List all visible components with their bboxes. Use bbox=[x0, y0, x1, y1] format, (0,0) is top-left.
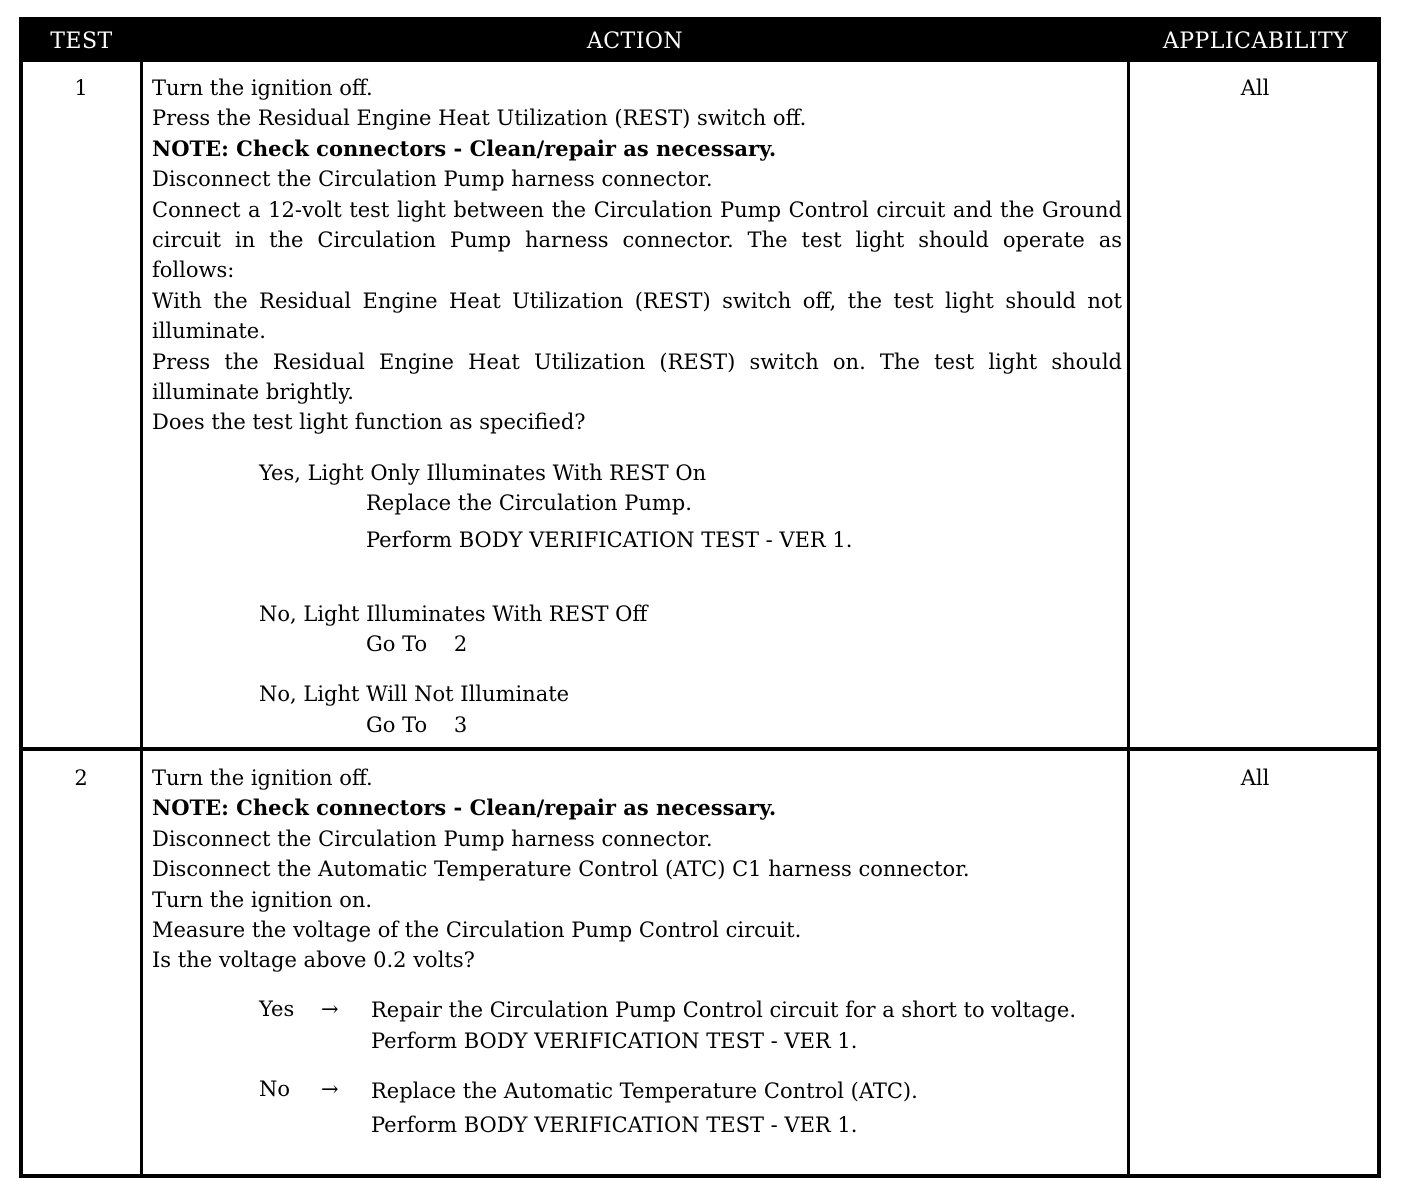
step-line: Turn the ignition off. bbox=[152, 76, 373, 100]
header-test: TEST bbox=[50, 29, 113, 54]
question-line: Does the test light function as specified? bbox=[152, 410, 586, 435]
step-line: Turn the ignition on. bbox=[152, 887, 373, 912]
step-line: Connect a 12-volt test light between the Circulation Pump Control circuit and the Ground circuit in the Circulation Pump harness connector. The test light should operate as follows: bbox=[152, 197, 1122, 283]
answer-step: Replace the Automatic Temperature Control (ATC). bbox=[371, 1079, 918, 1103]
step-line: Disconnect the Automatic Temperature Control (ATC) C1 harness connector. bbox=[152, 857, 970, 882]
diagnostic-table bbox=[19, 17, 1381, 1178]
header-action: ACTION bbox=[586, 29, 684, 54]
step-line: Turn the ignition off. bbox=[152, 766, 373, 790]
column-divider bbox=[1127, 62, 1130, 1178]
option-step: Perform BODY VERIFICATION TEST - VER 1. bbox=[366, 528, 853, 552]
arrow-right-icon: → bbox=[321, 1077, 339, 1101]
answer-step: Perform BODY VERIFICATION TEST - VER 1. bbox=[371, 1113, 858, 1137]
arrow-right-icon: → bbox=[321, 997, 339, 1021]
action-steps bbox=[152, 73, 1122, 438]
option-label: Yes, Light Only Illuminates With REST On bbox=[259, 461, 707, 485]
question-line: Is the voltage above 0.2 volts? bbox=[152, 948, 475, 973]
column-divider bbox=[140, 62, 143, 1178]
step-line: Press the Residual Engine Heat Utilization (REST) switch on. The test light should illuminate brightly. bbox=[152, 349, 1122, 405]
step-line: Disconnect the Circulation Pump harness connector. bbox=[152, 826, 713, 851]
header-applicability: APPLICABILITY bbox=[1162, 29, 1349, 54]
action-steps bbox=[152, 763, 1122, 976]
goto-link[interactable]: Go To 3 bbox=[366, 713, 468, 737]
table-header bbox=[23, 21, 1377, 62]
goto-link[interactable]: Go To 2 bbox=[366, 632, 468, 656]
answer-yes: Yes bbox=[259, 997, 295, 1021]
answer-no: No bbox=[259, 1077, 291, 1101]
row-divider bbox=[23, 747, 1377, 751]
test-number: 1 bbox=[74, 76, 88, 100]
applicability-cell: All bbox=[1240, 76, 1270, 100]
option-label: No, Light Will Not Illuminate bbox=[259, 682, 570, 706]
note-line: NOTE: Check connectors - Clean/repair as necessary. bbox=[152, 135, 777, 161]
applicability-cell: All bbox=[1240, 766, 1270, 790]
step-line: With the Residual Engine Heat Utilization (REST) switch off, the test light should not illuminate. bbox=[152, 288, 1122, 344]
step-line: Disconnect the Circulation Pump harness connector. bbox=[152, 167, 713, 192]
answer-step: Repair the Circulation Pump Control circuit for a short to voltage. bbox=[371, 998, 1077, 1022]
answer-step: Perform BODY VERIFICATION TEST - VER 1. bbox=[371, 1029, 858, 1053]
option-label: No, Light Illuminates With REST Off bbox=[259, 602, 648, 626]
test-number: 2 bbox=[74, 766, 88, 790]
step-line: Press the Residual Engine Heat Utilization (REST) switch off. bbox=[152, 106, 807, 131]
step-line: Measure the voltage of the Circulation Pump Control circuit. bbox=[152, 918, 802, 943]
option-step: Replace the Circulation Pump. bbox=[366, 491, 692, 515]
note-line: NOTE: Check connectors - Clean/repair as necessary. bbox=[152, 795, 777, 821]
